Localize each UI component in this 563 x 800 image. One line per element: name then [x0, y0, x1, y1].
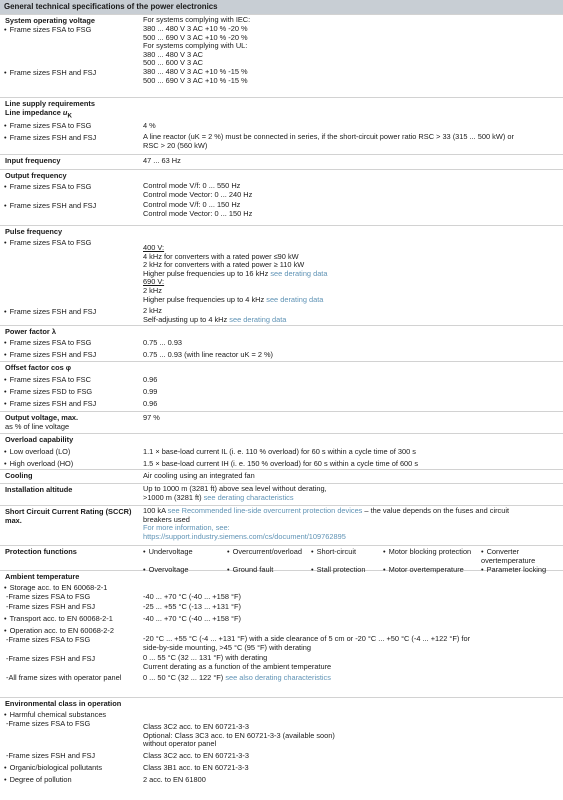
- derating-link[interactable]: see derating data: [229, 314, 287, 324]
- heading-sccr-max: max.: [5, 516, 22, 525]
- label-fsh-fsj: • Frame sizes FSH and FSJ: [0, 399, 143, 408]
- heading-sccr: Short Circuit Current Rating (SCCR): [5, 507, 132, 516]
- section-power-factor: [0, 325, 563, 361]
- section-altitude: [0, 483, 563, 505]
- protection-item: • Overcurrent/overload: [227, 547, 311, 565]
- heading-protection: Protection functions: [5, 547, 77, 556]
- section-ambient: [0, 570, 563, 697]
- overcurrent-link[interactable]: see Recommended line-side overcurrent protection devices: [167, 506, 363, 515]
- label-fsh: • Frame sizes FSH and FSJ: [0, 201, 143, 218]
- value: 47 ... 63 Hz: [143, 156, 181, 165]
- label-fsa: • Frame sizes FSA to FSG: [0, 25, 143, 68]
- value: 380 ... 480 V 3 AC +10 % -20 %: [143, 24, 248, 33]
- label-storage-fsh: -Frame sizes FSH and FSJ: [6, 602, 96, 611]
- section-output-voltage: [0, 411, 563, 433]
- value: 500 ... 600 V 3 AC: [143, 58, 203, 68]
- section-offset-factor: [0, 361, 563, 411]
- value: Control mode Vector: 0 ... 240 Hz: [143, 189, 253, 199]
- text: Self-adjusting up to 4 kHz: [143, 314, 230, 324]
- label-harmful: • Harmful chemical substances: [0, 710, 143, 719]
- derating-link[interactable]: see also derating characteristics: [225, 673, 331, 683]
- value: Class 3B1 acc. to EN 60721-3-3: [143, 762, 249, 772]
- heading-power-factor: Power factor λ: [5, 327, 56, 336]
- value: -40 ... +70 °C (-40 ... +158 °F): [143, 592, 241, 601]
- heading-input-frequency: Input frequency: [5, 156, 61, 165]
- value: 0.96: [143, 399, 158, 408]
- value: For systems complying with IEC:: [143, 15, 251, 24]
- label-transport: • Transport acc. to EN 60068-2-1: [0, 614, 143, 623]
- support-url-link[interactable]: https://support.industry.siemens.com/cs/document/109762895: [143, 531, 346, 541]
- value: 0 ... 55 °C (32 ... 131 °F) with derating: [143, 653, 268, 663]
- protection-item: • Undervoltage: [143, 547, 227, 565]
- value: 0 ... 50 °C (32 ... 122 °F): [143, 673, 226, 683]
- text: 100 kA: [143, 506, 168, 515]
- value: A line reactor (uK = 2 %) must be connected in series, if the short-circuit power ratio RSC > 33 (315 ... 500 kW) or: [143, 132, 514, 142]
- heading-environmental-class: Environmental class in operation: [5, 699, 122, 708]
- protection-item: • Converter overtemperature: [481, 547, 563, 565]
- label-fsa: • Frame sizes FSA to FSG: [0, 238, 143, 304]
- value: [143, 316, 558, 325]
- value: Up to 1000 m (3281 ft) above sea level without derating,: [143, 484, 327, 493]
- text: Line impedance: [5, 108, 63, 117]
- value: Class 3C2 acc. to EN 60721-3-3: [143, 722, 249, 731]
- label-fsd-fsg: • Frame sizes FSD to FSG: [0, 387, 143, 396]
- label-low-overload: • Low overload (LO): [0, 447, 143, 456]
- value: Class 3C2 acc. to EN 60721-3-3: [143, 750, 249, 760]
- label-fsh: • Frame sizes FSH and FSJ: [0, 350, 143, 359]
- text: Higher pulse frequencies up to 4 kHz: [143, 294, 267, 304]
- value: 500 ... 690 V 3 AC +10 % -15 %: [143, 75, 248, 85]
- text: >1000 m (3281 ft): [143, 492, 204, 502]
- value: 500 ... 690 V 3 AC +10 % -20 %: [143, 32, 248, 42]
- voltage-400: 400 V:: [143, 243, 165, 252]
- heading-output-frequency: Output frequency: [5, 171, 67, 180]
- protection-item: • Parameter locking: [481, 565, 563, 574]
- value: 97 %: [143, 413, 160, 422]
- label-fsa: • Frame sizes FSA to FSG: [0, 338, 143, 347]
- label-fsa: • Frame sizes FSA to FSG: [0, 121, 143, 130]
- protection-item: • Short-circuit: [311, 547, 383, 565]
- label-env-fsh: -Frame sizes FSH and FSJ: [6, 750, 96, 760]
- label-operation-fsa: -Frame sizes FSA to FSG: [6, 635, 91, 644]
- value: -40 ... +70 °C (-40 ... +158 °F): [143, 614, 241, 623]
- section-overload: [0, 433, 563, 469]
- heading-pulse-frequency: Pulse frequency: [5, 227, 63, 236]
- value: 4 kHz for converters with a rated power ≤90 kW: [143, 251, 299, 261]
- value: [143, 270, 558, 279]
- protection-item: • Overvoltage: [143, 565, 227, 574]
- label-fsa-fsc: • Frame sizes FSA to FSC: [0, 375, 143, 384]
- value: 1.1 × base-load current IL (i. e. 110 % overload) for 60 s within a cycle time of 300 s: [143, 447, 416, 456]
- value: 2 acc. to EN 61800: [143, 774, 206, 784]
- value: -20 °C ... +55 °C (-4 ... +131 °F) with a side clearance of 5 cm or -20 °C ... +50 °C (-4 ... +122 °F) for: [143, 634, 471, 643]
- protection-item: • Stall protection: [311, 565, 383, 574]
- protection-item: • Motor overtemperature: [383, 565, 481, 574]
- value: [143, 494, 558, 503]
- value: 1.5 × base-load current IH (i. e. 150 % overload) for 60 s within a cycle time of 600 s: [143, 459, 419, 468]
- value: 0.99: [143, 387, 158, 396]
- value: Air cooling using an integrated fan: [143, 471, 255, 480]
- label-fsa: • Frame sizes FSA to FSG: [0, 182, 143, 199]
- heading-ambient: Ambient temperature: [5, 572, 80, 581]
- value: 380 ... 480 V 3 AC: [143, 49, 203, 59]
- label-fsh: • Frame sizes FSH and FSJ: [0, 133, 143, 150]
- protection-item: • Ground fault: [227, 565, 311, 574]
- label-high-overload: • High overload (HO): [0, 459, 143, 468]
- value: [143, 507, 558, 516]
- heading-cooling: Cooling: [5, 471, 33, 480]
- value: [143, 296, 558, 305]
- heading-system-voltage: System operating voltage: [5, 16, 95, 25]
- text: – the value depends on the fuses and circuit: [362, 506, 510, 515]
- section-protection: [0, 545, 563, 574]
- value: Optional: Class 3C3 acc. to EN 60721-3-3 (available soon): [143, 730, 335, 740]
- value: 0.96: [143, 375, 158, 384]
- value: Control mode Vector: 0 ... 150 Hz: [143, 208, 253, 218]
- value: 0.75 ... 0.93: [143, 338, 183, 347]
- value: breakers used: [143, 514, 190, 524]
- section-input-frequency: [0, 154, 563, 169]
- section-environmental-class: [0, 697, 563, 784]
- text: Higher pulse frequencies up to 16 kHz: [143, 268, 271, 278]
- derating-link[interactable]: see derating data: [266, 294, 324, 304]
- value: 4 %: [143, 121, 156, 131]
- value: Control mode V/f: 0 ... 150 Hz: [143, 200, 241, 210]
- section-system-voltage: [0, 14, 563, 97]
- heading-offset-factor: Offset factor cos φ: [5, 363, 72, 372]
- more-info: For more information, see:: [143, 523, 230, 533]
- label-env-fsa: -Frame sizes FSA to FSG: [6, 719, 91, 728]
- value: 0.75 ... 0.93 (with line reactor uK = 2 %): [143, 350, 274, 359]
- value: 2 kHz for converters with a rated power ≥ 110 kW: [143, 260, 305, 270]
- derating-link[interactable]: see derating characteristics: [203, 492, 294, 502]
- value: 2 kHz: [143, 285, 162, 295]
- value: -25 ... +55 °C (-13 ... +131 °F): [143, 602, 241, 611]
- label-storage-fsa: -Frame sizes FSA to FSG: [6, 592, 91, 601]
- label-operation-panel: -All frame sizes with operator panel: [6, 673, 122, 683]
- value: Current derating as a function of the ambient temperature: [143, 661, 332, 671]
- section-sccr: [0, 505, 563, 545]
- section-output-frequency: [0, 169, 563, 225]
- value: Control mode V/f: 0 ... 550 Hz: [143, 181, 241, 190]
- subscript: K: [67, 112, 72, 120]
- section-line-supply: [0, 97, 563, 154]
- label-pollution: • Degree of pollution: [0, 775, 143, 784]
- heading-output-voltage: Output voltage, max.: [5, 413, 79, 422]
- derating-link[interactable]: see derating data: [270, 268, 328, 278]
- page-title: General technical specifications of the power electronics: [0, 0, 563, 14]
- protection-item: • Motor blocking protection: [383, 547, 481, 565]
- heading-altitude: Installation altitude: [5, 485, 73, 494]
- value: For systems complying with UL:: [143, 41, 248, 51]
- value: side-by-side mounting, >45 °C (95 °F) with derating: [143, 642, 311, 652]
- heading-overload: Overload capability: [5, 435, 74, 444]
- label-storage: • Storage acc. to EN 60068-2-1: [0, 583, 143, 592]
- label-fsh: • Frame sizes FSH and FSJ: [0, 68, 143, 85]
- section-cooling: [0, 469, 563, 483]
- label-fsh: • Frame sizes FSH and FSJ: [0, 307, 143, 324]
- label-operation-fsh: -Frame sizes FSH and FSJ: [6, 654, 96, 664]
- symbol: u: [62, 108, 68, 117]
- heading-line-impedance: [0, 108, 143, 119]
- value: 380 ... 480 V 3 AC +10 % -15 %: [143, 66, 248, 76]
- value: RSC > 20 (560 kW): [143, 141, 208, 151]
- voltage-690: 690 V:: [143, 277, 165, 287]
- value: 2 kHz: [143, 306, 162, 316]
- subheading: as % of line voltage: [5, 422, 70, 431]
- label-organic: • Organic/biological pollutants: [0, 763, 143, 772]
- heading-line-supply: Line supply requirements: [5, 99, 95, 108]
- value: without operator panel: [143, 739, 217, 749]
- section-pulse-frequency: [0, 225, 563, 325]
- label-operation: • Operation acc. to EN 60068-2-2: [0, 626, 143, 635]
